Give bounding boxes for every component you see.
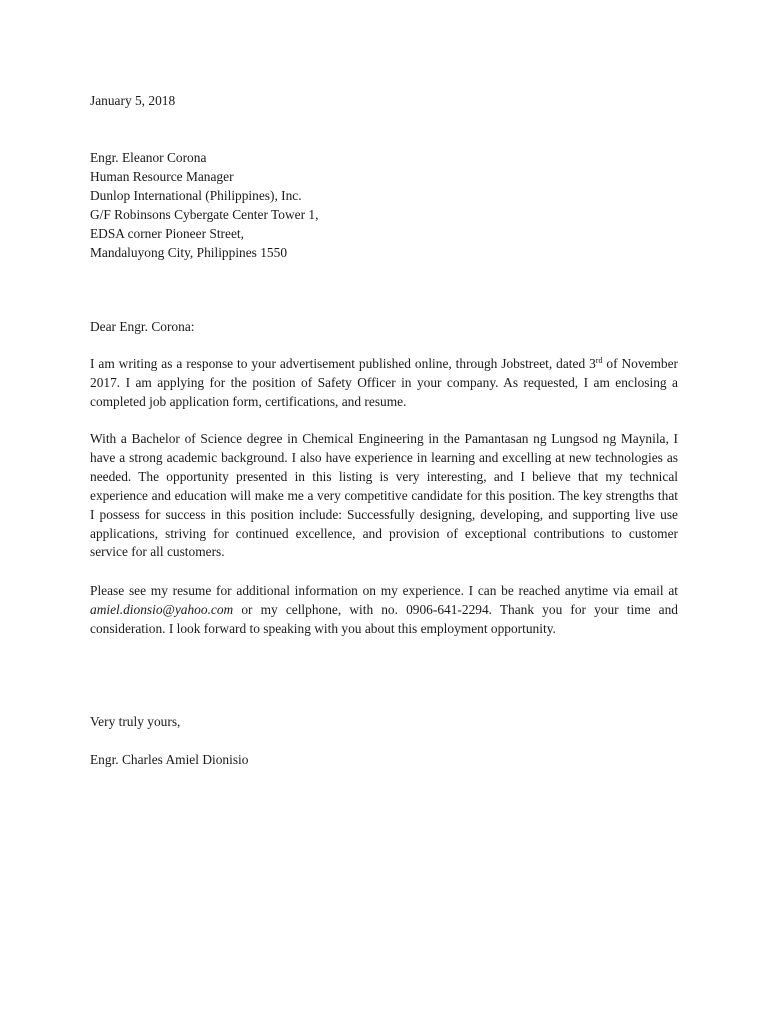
recipient-company: Dunlop International (Philippines), Inc.: [90, 187, 302, 203]
paragraph-1-text-end: of November 2017. I am applying for the position of Safety Officer in your company. As requested, I am enclosing a completed job application form, certifications, and resume.: [90, 356, 678, 409]
email-address: amiel.dionsio@yahoo.com: [90, 601, 234, 617]
body-paragraph-3: [90, 582, 678, 639]
paragraph-3-text-start: Please see my resume for additional information on my experience. I can be reached anytime via email at: [90, 583, 678, 598]
recipient-title: Human Resource Manager: [90, 168, 234, 184]
recipient-address-block: [90, 149, 678, 262]
salutation: Dear Engr. Corona:: [90, 319, 195, 334]
recipient-name: Engr. Eleanor Corona: [90, 150, 207, 165]
signature-name: Engr. Charles Amiel Dionisio: [90, 752, 249, 767]
body-paragraph-2: With a Bachelor of Science degree in Chemical Engineering in the Pamantasan ng Lungsod ng Maynila, I have a strong academic background. I also have experience in learning and excelling at new technologies as needed. The opportunity presented in this listing is very interesting, and I believe that my technical experience and education will make me a very competitive candidate for this position. The key strengths that I possess for success in this position include: Successfully designing, developing, and supporting live use applications, striving for continued excellence, and provision of exceptional contributions to customer service for all customers.: [90, 431, 678, 560]
letter-date: January 5, 2018: [90, 93, 176, 108]
recipient-address-line-3: Mandaluyong City, Philippines 1550: [90, 244, 288, 260]
closing: Very truly yours,: [90, 714, 181, 729]
body-paragraph-1: [90, 355, 678, 412]
ordinal-suffix: rd: [595, 356, 603, 365]
recipient-address-line-2: EDSA corner Pioneer Street,: [90, 225, 244, 241]
paragraph-3-text-end: or my cellphone, with no. 0906-641-2294. Thank you for your time and consideration. I look forward to speaking with you about this employment opportunity.: [90, 601, 678, 636]
recipient-address-line-1: G/F Robinsons Cybergate Center Tower 1,: [90, 206, 319, 222]
paragraph-1-text-start: I am writing as a response to your advertisement published online, through Jobstreet, dated 3: [90, 356, 596, 371]
